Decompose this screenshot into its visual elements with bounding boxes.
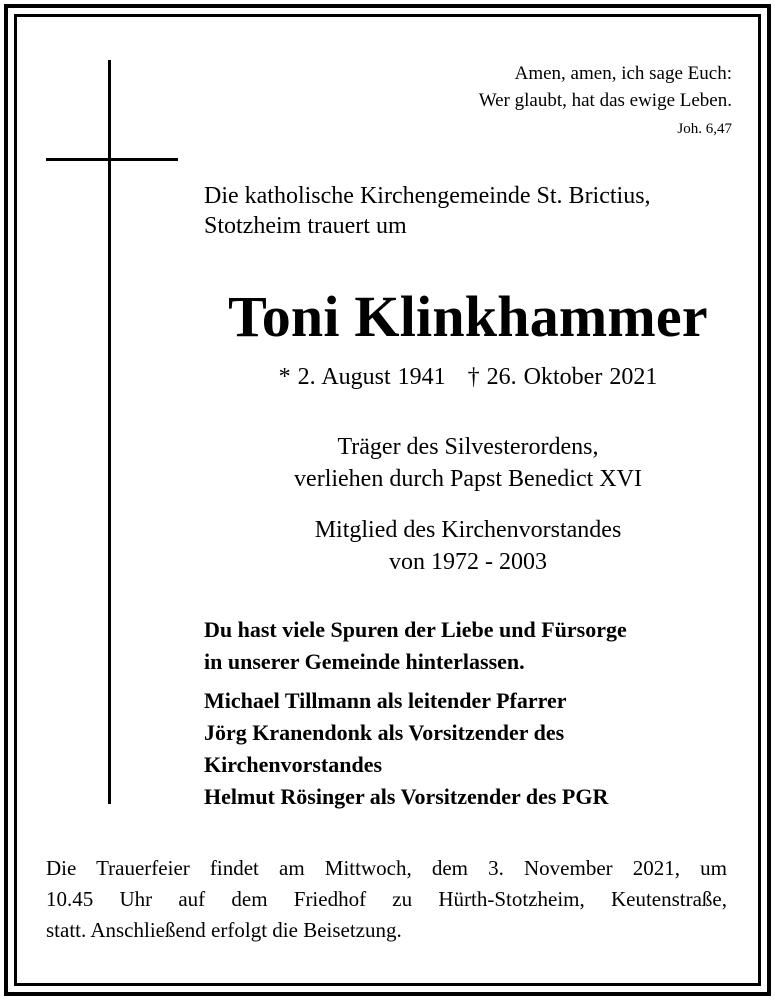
- funeral-line-1: Die Trauerfeier findet am Mittwoch, dem 3. November 2021, um: [46, 856, 727, 880]
- signer-line-2: Jörg Kranendonk als Vorsitzender des: [204, 720, 565, 745]
- life-dates: [190, 362, 746, 392]
- board-line-2: von 1972 - 2003: [389, 549, 547, 575]
- order-honor: [190, 431, 746, 495]
- intro-line-1: Die katholische Kirchengemeinde St. Brictius,: [204, 183, 651, 209]
- birth-date: * 2. August 1941: [278, 364, 446, 390]
- funeral-notice: [46, 853, 727, 946]
- signer-line-3: Kirchenvorstandes: [204, 752, 383, 777]
- board-membership: [190, 514, 746, 578]
- tribute-line-1: Du hast viele Spuren der Liebe und Fürsorge: [204, 617, 627, 642]
- verse-line-1: Amen, amen, ich sage Euch:: [514, 63, 732, 84]
- bible-verse: [479, 60, 732, 139]
- tribute-text: [204, 614, 627, 678]
- verse-line-2: Wer glaubt, hat das ewige Leben.: [478, 90, 732, 111]
- funeral-line-3: statt. Anschließend erfolgt die Beisetzung.: [46, 918, 402, 942]
- intro-line-2: Stotzheim trauert um: [204, 213, 407, 239]
- funeral-line-2: 10.45 Uhr auf dem Friedhof zu Hürth-Stotzheim, Keutenstraße,: [46, 887, 727, 911]
- signer-line-4: Helmut Rösinger als Vorsitzender des PGR: [204, 784, 609, 809]
- death-date: † 26. Oktober 2021: [467, 364, 658, 390]
- cross-horizontal-bar: [46, 158, 178, 161]
- signer-line-1: Michael Tillmann als leitender Pfarrer: [204, 688, 567, 713]
- intro-text: [204, 181, 651, 241]
- board-line-1: Mitglied des Kirchenvorstandes: [314, 517, 622, 543]
- order-line-2: verliehen durch Papst Benedict XVI: [294, 466, 642, 492]
- deceased-name: Toni Klinkhammer: [228, 284, 708, 349]
- order-line-1: Träger des Silvesterordens,: [337, 434, 599, 460]
- tribute-line-2: in unserer Gemeinde hinterlassen.: [204, 649, 525, 674]
- verse-reference: Joh. 6,47: [677, 121, 732, 137]
- cross-vertical-bar: [108, 60, 111, 804]
- signers-list: [204, 685, 608, 813]
